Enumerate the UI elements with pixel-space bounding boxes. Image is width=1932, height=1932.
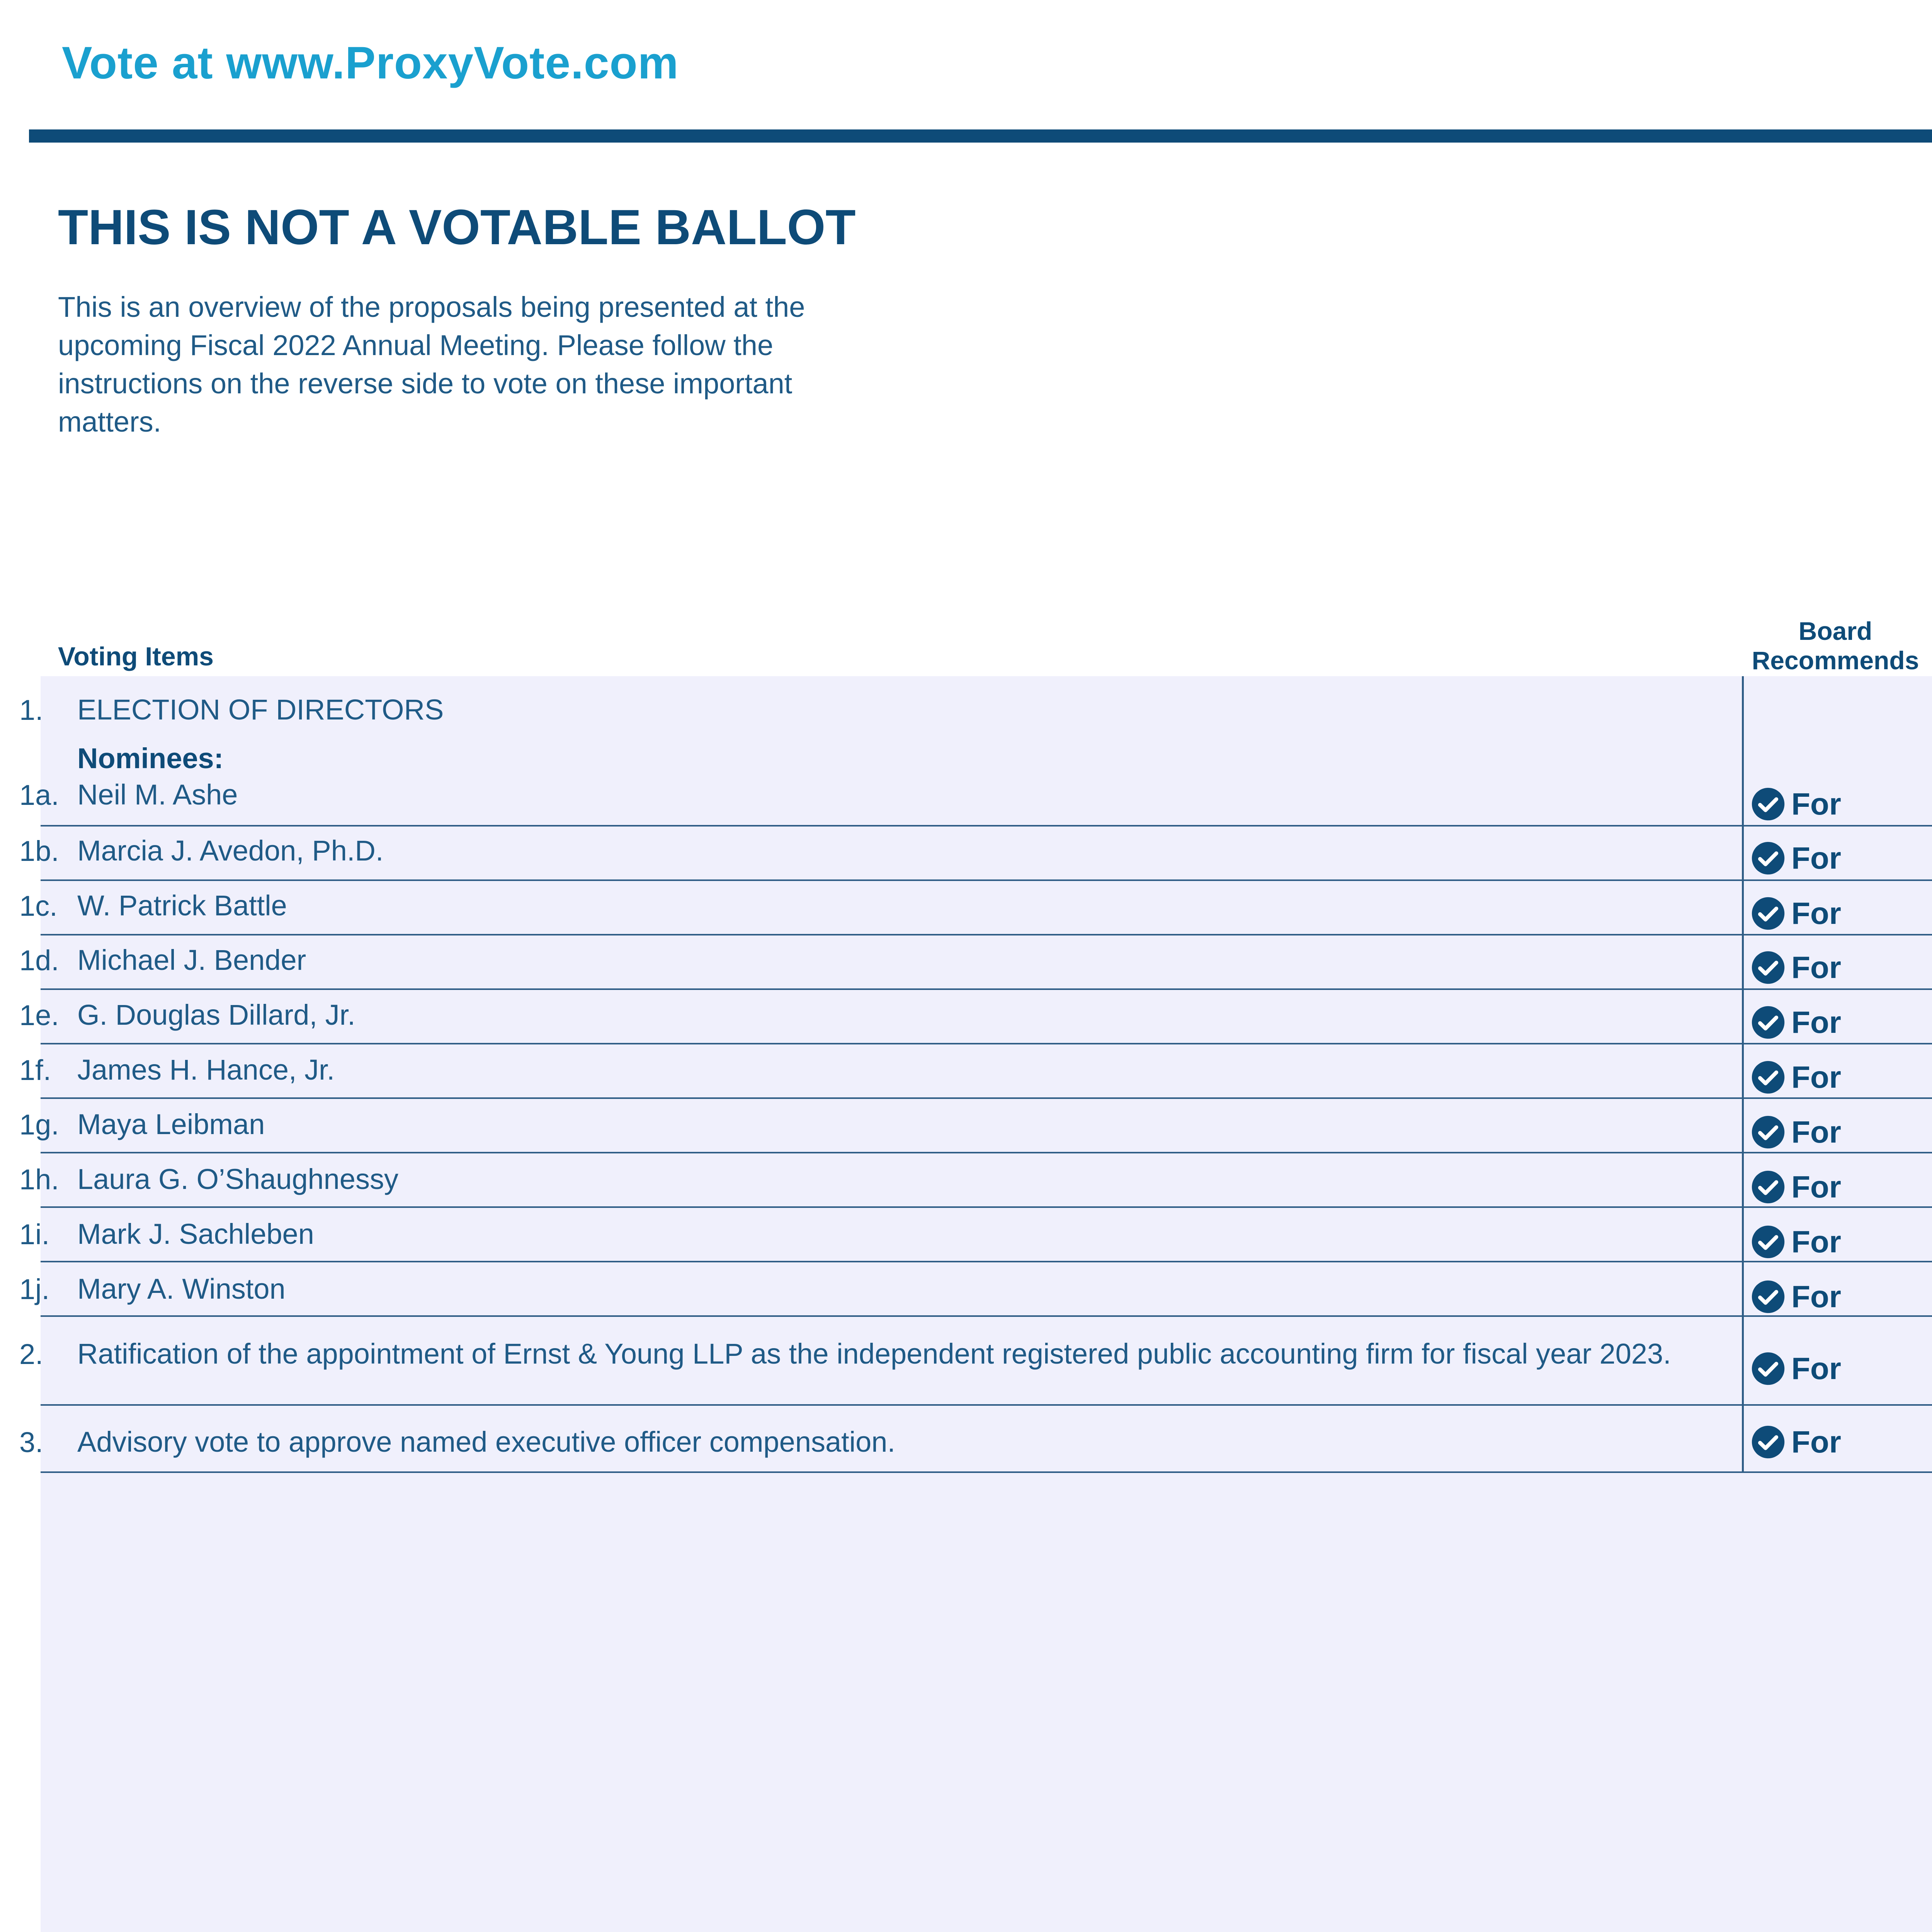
check-circle-icon <box>1750 1169 1786 1205</box>
item-number: 3. <box>19 1426 43 1458</box>
check-circle-icon <box>1750 1351 1786 1386</box>
item-number: 1h. <box>19 1163 59 1196</box>
item-text: Neil M. Ashe <box>77 779 238 811</box>
recommendation-label: For <box>1791 896 1841 930</box>
check-circle-icon <box>1750 950 1786 985</box>
intro-paragraph: This is an overview of the proposals being presented at the upcoming Fiscal 2022 Annual Meeting. Please follow the instructions on the reverse side to vote on these important matters. <box>58 291 805 438</box>
recommendation <box>1712 1169 1905 1205</box>
recommendation <box>1712 1351 1905 1386</box>
recommendation-label: For <box>1791 1425 1841 1459</box>
item-text: Michael J. Bender <box>77 944 306 976</box>
check-circle-icon <box>1750 1279 1786 1315</box>
item-number: 2. <box>19 1338 43 1370</box>
item-text: Maya Leibman <box>77 1108 265 1140</box>
check-circle-icon <box>1750 1224 1786 1260</box>
recommendation <box>1712 1114 1905 1150</box>
voting-items-header: Voting Items <box>58 642 214 671</box>
recommendation-label: For <box>1791 1279 1841 1314</box>
recommendation-label: For <box>1791 1060 1841 1094</box>
recommendation <box>1712 1424 1905 1460</box>
check-circle-icon <box>1750 786 1786 822</box>
check-circle-icon <box>1750 1060 1786 1095</box>
item-number: 1d. <box>19 944 59 976</box>
item-text: Advisory vote to approve named executive officer compensation. <box>77 1426 896 1458</box>
item-number: 1e. <box>19 999 59 1031</box>
recommendation-label: For <box>1791 1225 1841 1259</box>
item-number: 1b. <box>19 835 59 867</box>
item-number: 1g. <box>19 1109 59 1141</box>
item-text: Marcia J. Avedon, Ph.D. <box>77 835 384 867</box>
recommendation <box>1712 1060 1905 1095</box>
recommendation <box>1712 950 1905 985</box>
item-text: Mark J. Sachleben <box>77 1218 314 1250</box>
item-number: 1c. <box>19 890 58 922</box>
item-text: G. Douglas Dillard, Jr. <box>77 999 355 1031</box>
page-title: THIS IS NOT A VOTABLE BALLOT <box>58 200 856 255</box>
recommendation-label: For <box>1791 787 1841 821</box>
check-circle-icon <box>1750 840 1786 876</box>
recommendation-label: For <box>1791 841 1841 875</box>
item-number: 1i. <box>19 1218 50 1250</box>
item-number: 1a. <box>19 779 59 811</box>
recommendation-label: For <box>1791 1170 1841 1204</box>
item-number: 1f. <box>19 1054 51 1086</box>
board-recommends-header: Board Recommends <box>1752 617 1919 675</box>
recommendation <box>1712 1005 1905 1040</box>
proxyvote-header-link[interactable]: Vote at www.ProxyVote.com <box>62 37 679 88</box>
header-rule <box>29 129 1932 143</box>
check-circle-icon <box>1750 1005 1786 1040</box>
check-circle-icon <box>1750 1424 1786 1460</box>
recommendation <box>1712 840 1905 876</box>
item-text: Ratification of the appointment of Ernst & Young LLP as the independent registered public accounting firm for fiscal year 2023. <box>77 1338 1671 1370</box>
item-text: W. Patrick Battle <box>77 889 287 922</box>
recommendation-label: For <box>1791 1351 1841 1386</box>
check-circle-icon <box>1750 1114 1786 1150</box>
nominees-label: Nominees: <box>77 742 224 774</box>
item-text: Mary A. Winston <box>77 1273 286 1305</box>
recommendation-label: For <box>1791 1005 1841 1039</box>
recommendation <box>1712 896 1905 931</box>
recommendation-label: For <box>1791 950 1841 985</box>
recommendation <box>1712 1224 1905 1260</box>
item-text: James H. Hance, Jr. <box>77 1054 335 1086</box>
recommendation <box>1712 786 1905 822</box>
recommendation-label: For <box>1791 1115 1841 1149</box>
election-number: 1. <box>19 694 43 726</box>
election-title: ELECTION OF DIRECTORS <box>77 694 444 726</box>
item-number: 1j. <box>19 1273 50 1305</box>
recommendation <box>1712 1279 1905 1315</box>
check-circle-icon <box>1750 896 1786 931</box>
item-text: Laura G. O’Shaughnessy <box>77 1163 398 1195</box>
